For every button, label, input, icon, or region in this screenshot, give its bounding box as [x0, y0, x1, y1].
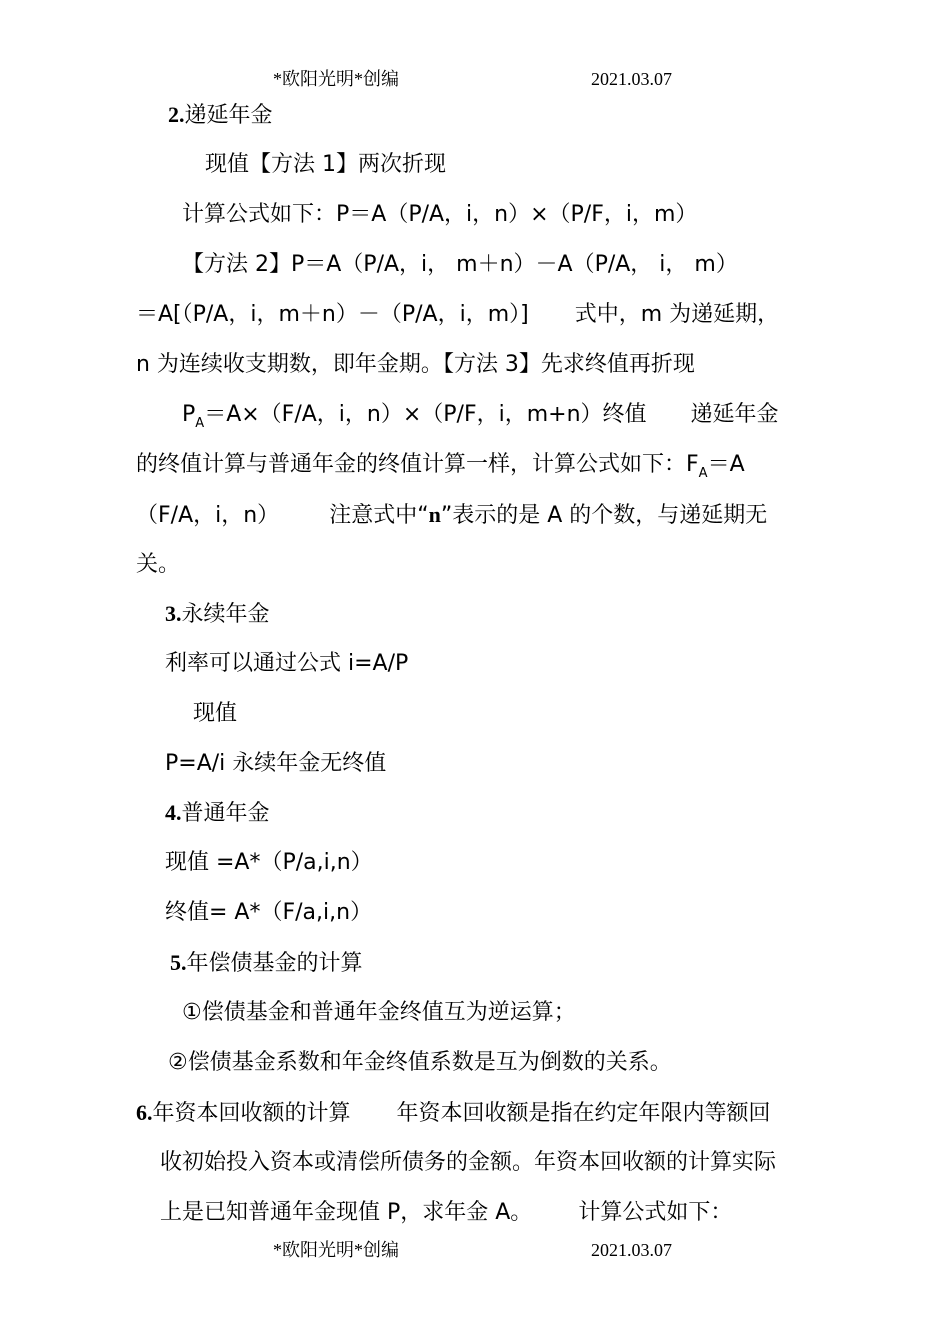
- deferred-pv-method1: 现值【方法 1】两次折现: [205, 152, 446, 177]
- deferred-note-end: 关。: [136, 552, 181, 577]
- section-5-heading: [170, 948, 363, 978]
- section-6-number: 6.: [136, 1100, 153, 1125]
- pa-subscript: A: [195, 416, 205, 431]
- section-4-number: 4.: [165, 800, 182, 825]
- header-author: *欧阳光明*创编: [273, 69, 399, 89]
- deferred-method2-note: 式中，m 为递延期，: [574, 302, 780, 327]
- deferred-method2-line1: 【方法 2】P＝A（P/A，i， m＋n）－A（P/A， i， m）: [182, 252, 738, 277]
- note-n: n: [428, 502, 441, 527]
- deferred-period-line: n 为连续收支期数，即年金期。【方法 3】先求终值再折现: [136, 352, 695, 377]
- section-2-title: 递延年金: [184, 103, 273, 128]
- fa-formula-tail: ＝A: [707, 452, 745, 477]
- section-3-number: 3.: [165, 601, 182, 626]
- section-3-title: 永续年金: [181, 602, 270, 627]
- deferred-fv-line: [136, 450, 745, 480]
- capital-recovery-line2: 收初始投入资本或清偿所债务的金额。年资本回收额的计算实际: [160, 1150, 777, 1175]
- pa-symbol: P: [182, 402, 196, 427]
- sinking-fund-point-2: ②偿债基金系数和年金终值系数是互为倒数的关系。: [168, 1050, 672, 1075]
- perpetuity-pv-label: 现值: [193, 701, 238, 726]
- section-5-number: 5.: [170, 950, 187, 975]
- pa-formula: ＝A×（F/A，i，n）×（P/F，i，m+n）终值: [204, 402, 647, 427]
- footer-date: 2021.03.07: [591, 1240, 672, 1260]
- capital-recovery-known: 上是已知普通年金现值 P，求年金 A。: [160, 1200, 533, 1225]
- note-prefix: 注意式中“: [329, 503, 429, 528]
- section-2-heading: [168, 100, 273, 130]
- capital-recovery-formula-intro: 计算公式如下：: [578, 1200, 733, 1225]
- fa-subscript: A: [698, 466, 708, 481]
- section-2-number: 2.: [168, 102, 185, 127]
- deferred-fv-formula-line: [136, 500, 767, 530]
- deferred-formula1: 计算公式如下：P＝A（P/A，i，n）×（P/F，i，m）: [182, 202, 698, 227]
- section-3-heading: [165, 599, 270, 629]
- deferred-method2-line2: [136, 300, 779, 330]
- perpetuity-rate: 利率可以通过公式 i=A/P: [165, 651, 409, 676]
- deferred-method2-formula: ＝A[（P/A，i，m＋n）－（P/A，i，m）]: [136, 302, 529, 327]
- ordinary-annuity-pv: 现值 =A*（P/a,i,n）: [165, 850, 373, 875]
- section-6-heading: [136, 1098, 771, 1128]
- header-date: 2021.03.07: [591, 69, 672, 89]
- section-6-title: 年资本回收额的计算: [152, 1101, 351, 1126]
- note-suffix: ”表示的是 A 的个数，与递延期无: [440, 503, 768, 528]
- deferred-fv-text: 的终值计算与普通年金的终值计算一样，计算公式如下：F: [136, 452, 699, 477]
- capital-recovery-line3: [160, 1198, 732, 1228]
- sinking-fund-point-1: ①偿债基金和普通年金终值互为逆运算；: [182, 1000, 576, 1025]
- footer-author: *欧阳光明*创编: [273, 1240, 399, 1260]
- section-4-title: 普通年金: [181, 801, 270, 826]
- ordinary-annuity-fv: 终值= A*（F/a,i,n）: [165, 900, 373, 925]
- deferred-fv-title: 递延年金: [690, 402, 779, 427]
- capital-recovery-line1: 年资本回收额是指在约定年限内等额回: [396, 1101, 771, 1126]
- section-5-title: 年偿债基金的计算: [186, 951, 363, 976]
- section-4-heading: [165, 798, 270, 828]
- perpetuity-formula: P=A/i 永续年金无终值: [165, 751, 387, 776]
- deferred-fv-formula: （F/A，i，n）: [136, 503, 280, 528]
- deferred-pa-line: [182, 400, 779, 430]
